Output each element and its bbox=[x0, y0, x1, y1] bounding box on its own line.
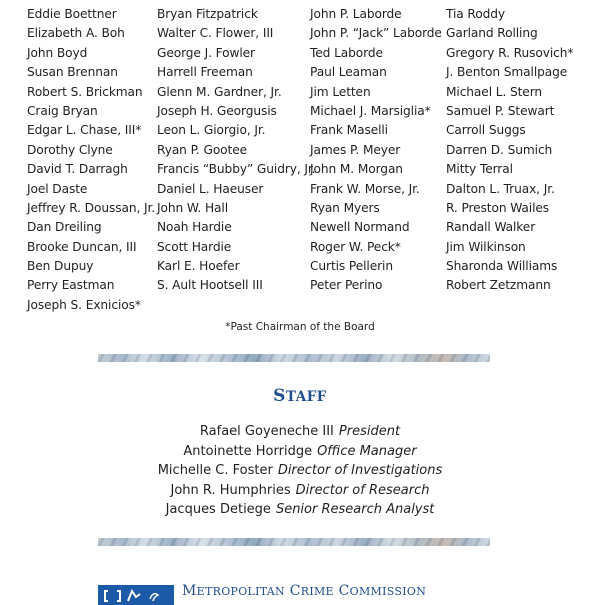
organization-name bbox=[182, 583, 426, 600]
board-member-name: Bryan Fitzpatrick bbox=[157, 7, 258, 21]
board-member-name: R. Preston Wailes bbox=[446, 200, 549, 215]
board-member-name: Ben Dupuy bbox=[27, 259, 94, 274]
staff-heading-initial: S bbox=[273, 386, 286, 406]
board-member-name: Dorothy Clyne bbox=[27, 142, 113, 157]
staff-member-role: Director of Investigations bbox=[277, 463, 443, 478]
staff-member-role: Senior Research Analyst bbox=[275, 502, 435, 517]
board-member-name: Ted Laborde bbox=[310, 45, 383, 60]
board-member-name: Gregory R. Rusovich* bbox=[446, 45, 574, 60]
marble-divider-bottom bbox=[98, 538, 490, 546]
org-word-initial: C bbox=[289, 583, 301, 599]
board-column-1 bbox=[27, 5, 155, 315]
board-member-name: S. Ault Hootsell III bbox=[157, 278, 263, 293]
staff-member-row bbox=[0, 461, 600, 481]
board-column-3 bbox=[310, 5, 442, 296]
staff-member-name: Rafael Goyeneche III bbox=[199, 424, 334, 439]
board-member-name: Roger W. Peck* bbox=[310, 239, 401, 254]
staff-member-row bbox=[0, 481, 600, 501]
org-word-initial: C bbox=[338, 583, 350, 599]
staff-member-role: President bbox=[338, 424, 401, 439]
org-word-initial: M bbox=[182, 583, 197, 599]
board-member-name: Elizabeth A. Boh bbox=[27, 26, 125, 41]
staff-member-name: Michelle C. Foster bbox=[157, 463, 273, 478]
staff-member-role: Office Manager bbox=[317, 443, 417, 459]
board-member-name: Curtis Pellerin bbox=[310, 259, 393, 274]
board-member-name: Robert Zetzmann bbox=[446, 278, 551, 293]
board-member-name: Scott Hardie bbox=[157, 239, 232, 254]
board-member-name: Ryan Myers bbox=[310, 200, 380, 215]
board-member-name: Karl E. Hoefer bbox=[157, 259, 240, 274]
board-member-name: Daniel L. Haeuser bbox=[157, 181, 264, 196]
board-member-name: Jim Wilkinson bbox=[446, 239, 526, 254]
marble-divider-top bbox=[98, 354, 490, 362]
staff-member-role: Director of Research bbox=[295, 482, 430, 498]
board-member-name: Sharonda Williams bbox=[446, 259, 558, 274]
board-member-name: John P. “Jack” Laborde bbox=[310, 26, 442, 41]
board-member-name: John M. Morgan bbox=[310, 162, 403, 177]
board-member-name: Craig Bryan bbox=[27, 103, 98, 118]
board-member-name: Susan Brennan bbox=[27, 65, 118, 80]
board-member-name: Edgar L. Chase, III* bbox=[27, 123, 142, 138]
board-member-name: John W. Hall bbox=[157, 200, 228, 215]
board-column-4 bbox=[446, 5, 573, 296]
board-member-name: David T. Darragh bbox=[27, 162, 128, 177]
board-member-name: George J. Fowler bbox=[157, 45, 255, 60]
board-member-name: Harrell Freeman bbox=[157, 65, 253, 80]
board-member-name: Ryan P. Gootee bbox=[157, 142, 248, 157]
cutoff-previous-row bbox=[0, 0, 600, 3]
board-member-name: Newell Normand bbox=[310, 220, 410, 235]
staff-member-name: Antoinette Horridge bbox=[183, 443, 313, 459]
staff-member-name: Jacques Detiege bbox=[165, 502, 271, 517]
board-member-name: Joseph S. Exnicios* bbox=[27, 297, 141, 312]
mcc-logo-icon bbox=[98, 585, 174, 605]
board-member-name: Michael L. Stern bbox=[446, 84, 543, 99]
board-member-name: Perry Eastman bbox=[27, 278, 115, 293]
board-member-name: Walter C. Flower, III bbox=[157, 26, 274, 41]
board-member-name: Leon L. Giorgio, Jr. bbox=[157, 123, 266, 138]
board-member-name: Dan Dreiling bbox=[27, 220, 102, 235]
board-member-name: Joel Daste bbox=[27, 181, 88, 196]
board-member-name: Michael J. Marsiglia* bbox=[310, 103, 431, 118]
past-chairman-footnote: *Past Chairman of the Board bbox=[225, 321, 375, 333]
staff-member-row bbox=[0, 442, 600, 462]
board-member-name: Frank W. Morse, Jr. bbox=[310, 181, 420, 196]
board-member-name: Carroll Suggs bbox=[446, 123, 526, 138]
org-word-rest: RIME bbox=[300, 585, 334, 598]
staff-member-row bbox=[0, 500, 600, 520]
board-member-name: Noah Hardie bbox=[157, 220, 232, 235]
board-member-name: Jeffrey R. Doussan, Jr. bbox=[27, 200, 156, 215]
board-member-name: Paul Leaman bbox=[310, 65, 387, 80]
board-member-name: Peter Perino bbox=[310, 278, 383, 293]
org-word-rest: OMMISSION bbox=[349, 585, 427, 598]
board-member-name: Mitty Terral bbox=[446, 162, 513, 177]
board-member-name: Francis “Bubby” Guidry, Jr. bbox=[157, 162, 316, 177]
board-member-name: James P. Meyer bbox=[310, 142, 401, 157]
board-column-2 bbox=[157, 5, 315, 296]
staff-heading-rest: TAFF bbox=[285, 389, 327, 405]
board-member-name: Glenn M. Gardner, Jr. bbox=[157, 84, 282, 99]
board-member-name: Darren D. Sumich bbox=[446, 142, 553, 157]
board-member-name: Dalton L. Truax, Jr. bbox=[446, 181, 555, 196]
staff-list bbox=[0, 422, 600, 520]
board-member-name: Garland Rolling bbox=[446, 26, 538, 41]
board-member-name: John Boyd bbox=[27, 45, 88, 60]
board-member-name: John P. Laborde bbox=[310, 7, 402, 21]
staff-member-row bbox=[0, 422, 600, 442]
board-member-name: Eddie Boettner bbox=[27, 7, 117, 21]
board-member-name: Brooke Duncan, III bbox=[27, 239, 137, 254]
board-member-name: Jim Letten bbox=[310, 84, 371, 99]
board-member-name: Joseph H. Georgusis bbox=[157, 103, 277, 118]
org-word-rest: ETROPOLITAN bbox=[196, 585, 285, 598]
board-member-name: Frank Maselli bbox=[310, 123, 388, 138]
board-member-name: Samuel P. Stewart bbox=[446, 103, 555, 118]
board-member-name: Robert S. Brickman bbox=[27, 84, 143, 99]
staff-heading bbox=[0, 386, 600, 407]
board-member-name: J. Benton Smallpage bbox=[446, 65, 568, 80]
staff-member-name: John R. Humphries bbox=[170, 482, 291, 498]
board-member-name: Tia Roddy bbox=[446, 7, 505, 21]
board-member-name: Randall Walker bbox=[446, 220, 536, 235]
